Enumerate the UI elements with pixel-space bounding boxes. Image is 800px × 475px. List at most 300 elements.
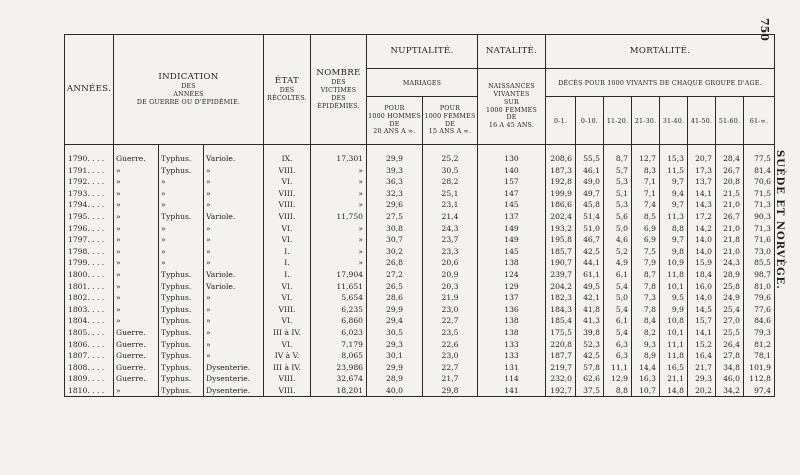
mortality-cell: 46,1 bbox=[576, 165, 604, 177]
header-femmes: POUR 1000 FEMMES DE 15 ANS A ∞. bbox=[423, 97, 478, 145]
mortality-cell: 9,8 bbox=[660, 246, 688, 258]
mortality-cell: 7,1 bbox=[632, 176, 660, 188]
mortality-cell: 10,1 bbox=[660, 327, 688, 339]
marriage-women-cell: 21,9 bbox=[423, 292, 478, 304]
victims-cell: » bbox=[311, 165, 367, 177]
mortality-cell: 6,1 bbox=[604, 315, 632, 327]
war-cell: Guerre. bbox=[114, 339, 159, 351]
mortality-cell: 37,5 bbox=[576, 385, 604, 397]
mortality-cell: 8,7 bbox=[604, 153, 632, 165]
year-cell: 1802. . . . bbox=[65, 292, 114, 304]
marriage-men-cell: 26,8 bbox=[367, 257, 423, 269]
epidemic2-cell: » bbox=[204, 176, 264, 188]
war-cell: Guerre. bbox=[114, 153, 159, 165]
mortality-cell: 9,5 bbox=[660, 292, 688, 304]
mortality-cell: 202,4 bbox=[546, 211, 576, 223]
mortality-cell: 8,4 bbox=[632, 315, 660, 327]
war-cell: » bbox=[114, 188, 159, 200]
mortality-cell: 28,4 bbox=[716, 153, 744, 165]
epidemic-cell: Typhus. bbox=[159, 269, 204, 281]
year-cell: 1794. . . . bbox=[65, 199, 114, 211]
table-row bbox=[65, 269, 775, 281]
mortality-cell: 81,2 bbox=[744, 339, 775, 351]
war-cell: Guerre. bbox=[114, 373, 159, 385]
mortality-cell: 41,8 bbox=[576, 304, 604, 316]
age-group-header: 41-50. bbox=[688, 97, 716, 145]
mortality-cell: 14,4 bbox=[632, 362, 660, 374]
natality-cell: 131 bbox=[478, 362, 546, 374]
war-cell: » bbox=[114, 199, 159, 211]
epidemic-cell: Typhus. bbox=[159, 385, 204, 397]
marriage-men-cell: 28,6 bbox=[367, 292, 423, 304]
mortality-cell: 71,3 bbox=[744, 199, 775, 211]
marriage-men-cell: 40,0 bbox=[367, 385, 423, 397]
harvest-cell: VI. bbox=[264, 281, 311, 293]
mortality-cell: 186,6 bbox=[546, 199, 576, 211]
mortality-cell: 49,5 bbox=[576, 281, 604, 293]
mortality-cell: 98,7 bbox=[744, 269, 775, 281]
war-cell: » bbox=[114, 269, 159, 281]
marriage-women-cell: 23,7 bbox=[423, 234, 478, 246]
mortality-cell: 15,9 bbox=[688, 257, 716, 269]
natality-cell: 114 bbox=[478, 373, 546, 385]
mortality-cell: 61,1 bbox=[576, 269, 604, 281]
mortality-cell: 10,7 bbox=[632, 385, 660, 397]
mortality-cell: 34,8 bbox=[716, 362, 744, 374]
marriage-men-cell: 36,3 bbox=[367, 176, 423, 188]
epidemic2-cell: Dysenterie. bbox=[204, 373, 264, 385]
mortality-cell: 8,8 bbox=[604, 385, 632, 397]
marriage-women-cell: 20,6 bbox=[423, 257, 478, 269]
victims-cell: » bbox=[311, 223, 367, 235]
natality-cell: 137 bbox=[478, 292, 546, 304]
natality-cell: 147 bbox=[478, 188, 546, 200]
marriage-women-cell: 30,5 bbox=[423, 165, 478, 177]
marriage-women-cell: 20,9 bbox=[423, 269, 478, 281]
epidemic2-cell: » bbox=[204, 165, 264, 177]
victims-cell: 17,904 bbox=[311, 269, 367, 281]
epidemic-cell: Typhus. bbox=[159, 339, 204, 351]
natality-cell: 130 bbox=[478, 153, 546, 165]
natality-cell: 138 bbox=[478, 327, 546, 339]
mortality-cell: 10,1 bbox=[660, 281, 688, 293]
mortality-cell: 14,5 bbox=[688, 304, 716, 316]
victims-cell: 32,674 bbox=[311, 373, 367, 385]
mortality-cell: 195,8 bbox=[546, 234, 576, 246]
natality-cell: 124 bbox=[478, 269, 546, 281]
natality-cell: 133 bbox=[478, 339, 546, 351]
harvest-cell: IX. bbox=[264, 153, 311, 165]
mortality-cell: 24,9 bbox=[716, 292, 744, 304]
harvest-cell: VIII. bbox=[264, 385, 311, 397]
mortality-cell: 9,9 bbox=[660, 304, 688, 316]
mortality-cell: 21,0 bbox=[716, 223, 744, 235]
age-group-header: 21-30. bbox=[632, 97, 660, 145]
mortality-cell: 20,7 bbox=[688, 153, 716, 165]
marriage-women-cell: 20,3 bbox=[423, 281, 478, 293]
mortality-cell: 21,0 bbox=[716, 246, 744, 258]
victims-cell: » bbox=[311, 176, 367, 188]
year-cell: 1800. . . . bbox=[65, 269, 114, 281]
mortality-cell: 190,7 bbox=[546, 257, 576, 269]
victims-cell: » bbox=[311, 199, 367, 211]
natality-cell: 129 bbox=[478, 281, 546, 293]
header-indication: INDICATION DES ANNÉES DE GUERRE OU D'ÉPIDÉMIE. bbox=[114, 35, 264, 145]
victims-cell: 6,860 bbox=[311, 315, 367, 327]
mortality-cell: 185,4 bbox=[546, 315, 576, 327]
mortality-cell: 14,0 bbox=[688, 292, 716, 304]
harvest-cell: I. bbox=[264, 246, 311, 258]
mortality-cell: 5,2 bbox=[604, 246, 632, 258]
table-row bbox=[65, 373, 775, 385]
year-cell: 1804. . . . bbox=[65, 315, 114, 327]
epidemic2-cell: Dysenterie. bbox=[204, 385, 264, 397]
table-row bbox=[65, 385, 775, 397]
side-title: SUÈDE ET NORVÈGE. bbox=[774, 150, 785, 290]
header-deces: DÉCÈS POUR 1000 VIVANTS DE CHAQUE GROUPE D'AGE. bbox=[546, 69, 775, 97]
harvest-cell: IV à V. bbox=[264, 350, 311, 362]
marriage-men-cell: 30,2 bbox=[367, 246, 423, 258]
marriage-women-cell: 23,1 bbox=[423, 199, 478, 211]
mortality-cell: 44,1 bbox=[576, 257, 604, 269]
marriage-men-cell: 29,4 bbox=[367, 315, 423, 327]
natality-cell: 137 bbox=[478, 211, 546, 223]
mortality-cell: 6,9 bbox=[632, 223, 660, 235]
harvest-cell: VI. bbox=[264, 292, 311, 304]
mortality-cell: 5,3 bbox=[604, 199, 632, 211]
marriage-men-cell: 29,9 bbox=[367, 153, 423, 165]
marriage-women-cell: 24,3 bbox=[423, 223, 478, 235]
mortality-cell: 28,9 bbox=[716, 269, 744, 281]
mortality-cell: 6,3 bbox=[604, 350, 632, 362]
age-group-header: 61-∞. bbox=[744, 97, 775, 145]
war-cell: » bbox=[114, 246, 159, 258]
mortality-cell: 77,6 bbox=[744, 304, 775, 316]
epidemic-cell: » bbox=[159, 246, 204, 258]
mortality-cell: 193,2 bbox=[546, 223, 576, 235]
mortality-cell: 17,2 bbox=[688, 211, 716, 223]
mortality-cell: 26,4 bbox=[716, 339, 744, 351]
epidemic-cell: » bbox=[159, 199, 204, 211]
harvest-cell: VI. bbox=[264, 234, 311, 246]
table-row bbox=[65, 339, 775, 351]
mortality-cell: 7,9 bbox=[632, 257, 660, 269]
table-row bbox=[65, 350, 775, 362]
harvest-cell: VI. bbox=[264, 339, 311, 351]
mortality-cell: 11,8 bbox=[660, 269, 688, 281]
epidemic-cell: » bbox=[159, 223, 204, 235]
epidemic-cell: Typhus. bbox=[159, 292, 204, 304]
marriage-men-cell: 26,5 bbox=[367, 281, 423, 293]
year-cell: 1796. . . . bbox=[65, 223, 114, 235]
war-cell: Guerre. bbox=[114, 350, 159, 362]
header-natalite: NATALITÉ. bbox=[478, 35, 546, 69]
mortality-cell: 6,3 bbox=[604, 339, 632, 351]
victims-cell: 23,986 bbox=[311, 362, 367, 374]
harvest-cell: VI. bbox=[264, 176, 311, 188]
harvest-cell: VIII. bbox=[264, 188, 311, 200]
epidemic2-cell: Variole. bbox=[204, 281, 264, 293]
marriage-women-cell: 23,3 bbox=[423, 246, 478, 258]
mortality-cell: 9,4 bbox=[660, 188, 688, 200]
epidemic-cell: Typhus. bbox=[159, 327, 204, 339]
mortality-cell: 14,1 bbox=[688, 188, 716, 200]
year-cell: 1797. . . . bbox=[65, 234, 114, 246]
natality-cell: 149 bbox=[478, 223, 546, 235]
mortality-cell: 220,8 bbox=[546, 339, 576, 351]
natality-cell: 136 bbox=[478, 304, 546, 316]
mortality-cell: 7,8 bbox=[632, 281, 660, 293]
mortality-cell: 8,3 bbox=[632, 165, 660, 177]
mortality-cell: 73,0 bbox=[744, 246, 775, 258]
age-group-header: 31-40. bbox=[660, 97, 688, 145]
year-cell: 1799. . . . bbox=[65, 257, 114, 269]
mortality-cell: 15,2 bbox=[688, 339, 716, 351]
mortality-cell: 6,9 bbox=[632, 234, 660, 246]
war-cell: Guerre. bbox=[114, 362, 159, 374]
harvest-cell: I. bbox=[264, 257, 311, 269]
mortality-cell: 21,1 bbox=[660, 373, 688, 385]
mortality-cell: 9,7 bbox=[660, 234, 688, 246]
table-row bbox=[65, 234, 775, 246]
natality-cell: 138 bbox=[478, 315, 546, 327]
marriage-women-cell: 28,2 bbox=[423, 176, 478, 188]
epidemic2-cell: » bbox=[204, 257, 264, 269]
mortality-cell: 15,3 bbox=[660, 153, 688, 165]
mortality-cell: 52,3 bbox=[576, 339, 604, 351]
natality-cell: 138 bbox=[478, 257, 546, 269]
mortality-cell: 7,5 bbox=[632, 246, 660, 258]
mortality-cell: 5,3 bbox=[604, 176, 632, 188]
victims-cell: 5,654 bbox=[311, 292, 367, 304]
epidemic2-cell: » bbox=[204, 292, 264, 304]
natality-cell: 133 bbox=[478, 350, 546, 362]
marriage-men-cell: 28,9 bbox=[367, 373, 423, 385]
mortality-cell: 9,7 bbox=[660, 176, 688, 188]
natality-cell: 149 bbox=[478, 234, 546, 246]
header-naissances: NAISSANCES VIVANTES SUR 1000 FEMMES DE 16 A 45 ANS. bbox=[478, 69, 546, 145]
mortality-cell: 13,7 bbox=[688, 176, 716, 188]
marriage-men-cell: 30,5 bbox=[367, 327, 423, 339]
mortality-cell: 182,3 bbox=[546, 292, 576, 304]
marriage-women-cell: 22,7 bbox=[423, 315, 478, 327]
mortality-cell: 42,5 bbox=[576, 350, 604, 362]
marriage-men-cell: 30,8 bbox=[367, 223, 423, 235]
marriage-women-cell: 21,4 bbox=[423, 211, 478, 223]
mortality-cell: 26,7 bbox=[716, 211, 744, 223]
table-row bbox=[65, 199, 775, 211]
mortality-cell: 79,6 bbox=[744, 292, 775, 304]
war-cell: » bbox=[114, 281, 159, 293]
marriage-women-cell: 22,6 bbox=[423, 339, 478, 351]
mortality-cell: 78,1 bbox=[744, 350, 775, 362]
mortality-cell: 16,3 bbox=[632, 373, 660, 385]
mortality-cell: 184,3 bbox=[546, 304, 576, 316]
table-row bbox=[65, 246, 775, 258]
mortality-cell: 21,0 bbox=[716, 199, 744, 211]
mortality-cell: 21,7 bbox=[688, 362, 716, 374]
mortality-cell: 185,7 bbox=[546, 246, 576, 258]
victims-cell: » bbox=[311, 188, 367, 200]
year-cell: 1791. . . . bbox=[65, 165, 114, 177]
mortality-cell: 5,1 bbox=[604, 188, 632, 200]
mortality-cell: 5,4 bbox=[604, 304, 632, 316]
epidemic-cell: Typhus. bbox=[159, 304, 204, 316]
victims-cell: 17,301 bbox=[311, 153, 367, 165]
mortality-cell: 27,8 bbox=[716, 350, 744, 362]
marriage-men-cell: 27,5 bbox=[367, 211, 423, 223]
mortality-cell: 112,8 bbox=[744, 373, 775, 385]
mortality-cell: 55,5 bbox=[576, 153, 604, 165]
epidemic2-cell: » bbox=[204, 350, 264, 362]
mortality-cell: 41,3 bbox=[576, 315, 604, 327]
mortality-cell: 34,2 bbox=[716, 385, 744, 397]
table-body bbox=[65, 145, 775, 397]
victims-cell: » bbox=[311, 257, 367, 269]
mortality-cell: 11,3 bbox=[660, 211, 688, 223]
war-cell: » bbox=[114, 292, 159, 304]
marriage-women-cell: 23,0 bbox=[423, 304, 478, 316]
header-hommes: POUR 1000 HOMMES DE 20 ANS A ∞. bbox=[367, 97, 423, 145]
header-nuptialite: NUPTIALITÉ. bbox=[367, 35, 478, 69]
mortality-cell: 51,4 bbox=[576, 211, 604, 223]
year-cell: 1803. . . . bbox=[65, 304, 114, 316]
epidemic-cell: Typhus. bbox=[159, 315, 204, 327]
mortality-cell: 8,7 bbox=[632, 269, 660, 281]
header-years: ANNÉES. bbox=[65, 35, 114, 145]
mortality-cell: 62,6 bbox=[576, 373, 604, 385]
harvest-cell: III à IV. bbox=[264, 327, 311, 339]
mortality-cell: 11,5 bbox=[660, 165, 688, 177]
marriage-women-cell: 23,0 bbox=[423, 350, 478, 362]
natality-cell: 140 bbox=[478, 165, 546, 177]
mortality-cell: 79,3 bbox=[744, 327, 775, 339]
table-row bbox=[65, 257, 775, 269]
spacer-row bbox=[65, 145, 775, 154]
mortality-cell: 45,8 bbox=[576, 199, 604, 211]
table-row bbox=[65, 176, 775, 188]
epidemic-cell: » bbox=[159, 176, 204, 188]
mortality-cell: 71,6 bbox=[744, 234, 775, 246]
age-group-header: 11-20. bbox=[604, 97, 632, 145]
epidemic2-cell: » bbox=[204, 199, 264, 211]
mortality-cell: 21,5 bbox=[716, 188, 744, 200]
header-mariages: MARIAGES bbox=[367, 69, 478, 97]
war-cell: » bbox=[114, 257, 159, 269]
mortality-cell: 84,6 bbox=[744, 315, 775, 327]
age-group-header: 0-10. bbox=[576, 97, 604, 145]
mortality-cell: 16,0 bbox=[688, 281, 716, 293]
year-cell: 1809. . . . bbox=[65, 373, 114, 385]
epidemic2-cell: » bbox=[204, 327, 264, 339]
victims-cell: » bbox=[311, 246, 367, 258]
victims-cell: 6,023 bbox=[311, 327, 367, 339]
year-cell: 1801. . . . bbox=[65, 281, 114, 293]
mortality-cell: 46,0 bbox=[716, 373, 744, 385]
war-cell: » bbox=[114, 165, 159, 177]
victims-cell: 8,065 bbox=[311, 350, 367, 362]
mortality-cell: 5,0 bbox=[604, 223, 632, 235]
marriage-men-cell: 32,3 bbox=[367, 188, 423, 200]
war-cell: » bbox=[114, 223, 159, 235]
mortality-cell: 71,3 bbox=[744, 223, 775, 235]
natality-cell: 145 bbox=[478, 246, 546, 258]
epidemic-cell: Typhus. bbox=[159, 350, 204, 362]
year-cell: 1805. . . . bbox=[65, 327, 114, 339]
age-group-header: 0-1. bbox=[546, 97, 576, 145]
mortality-cell: 24,3 bbox=[716, 257, 744, 269]
mortality-cell: 85,5 bbox=[744, 257, 775, 269]
epidemic2-cell: » bbox=[204, 234, 264, 246]
mortality-cell: 17,3 bbox=[688, 165, 716, 177]
epidemic2-cell: » bbox=[204, 315, 264, 327]
mortality-cell: 18,4 bbox=[688, 269, 716, 281]
harvest-cell: VI. bbox=[264, 315, 311, 327]
epidemic-cell: Typhus. bbox=[159, 362, 204, 374]
mortality-cell: 77,5 bbox=[744, 153, 775, 165]
epidemic2-cell: Variole. bbox=[204, 153, 264, 165]
mortality-cell: 57,8 bbox=[576, 362, 604, 374]
war-cell: » bbox=[114, 211, 159, 223]
mortality-cell: 70,6 bbox=[744, 176, 775, 188]
epidemic2-cell: » bbox=[204, 188, 264, 200]
war-cell: » bbox=[114, 315, 159, 327]
mortality-cell: 192,8 bbox=[546, 176, 576, 188]
mortality-cell: 25,4 bbox=[716, 304, 744, 316]
year-cell: 1810. . . . bbox=[65, 385, 114, 397]
mortality-cell: 71,5 bbox=[744, 188, 775, 200]
marriage-men-cell: 30,1 bbox=[367, 350, 423, 362]
page-number: 750 bbox=[758, 18, 771, 41]
harvest-cell: VIII. bbox=[264, 211, 311, 223]
year-cell: 1806. . . . bbox=[65, 339, 114, 351]
war-cell: Guerre. bbox=[114, 327, 159, 339]
natality-cell: 145 bbox=[478, 199, 546, 211]
marriage-women-cell: 23,5 bbox=[423, 327, 478, 339]
marriage-women-cell: 21,7 bbox=[423, 373, 478, 385]
war-cell: » bbox=[114, 234, 159, 246]
mortality-cell: 8,2 bbox=[632, 327, 660, 339]
mortality-cell: 7,1 bbox=[632, 188, 660, 200]
mortality-cell: 239,7 bbox=[546, 269, 576, 281]
mortality-cell: 4,9 bbox=[604, 257, 632, 269]
epidemic-cell: » bbox=[159, 188, 204, 200]
mortality-cell: 192,7 bbox=[546, 385, 576, 397]
mortality-cell: 5,6 bbox=[604, 211, 632, 223]
epidemic2-cell: » bbox=[204, 339, 264, 351]
mortality-cell: 12,9 bbox=[604, 373, 632, 385]
epidemic2-cell: » bbox=[204, 304, 264, 316]
harvest-cell: VIII. bbox=[264, 165, 311, 177]
table-row bbox=[65, 315, 775, 327]
mortality-cell: 16,4 bbox=[688, 350, 716, 362]
mortality-cell: 11,8 bbox=[660, 350, 688, 362]
victims-cell: 11,750 bbox=[311, 211, 367, 223]
victims-cell: 6,235 bbox=[311, 304, 367, 316]
mortality-cell: 11,1 bbox=[604, 362, 632, 374]
natality-cell: 157 bbox=[478, 176, 546, 188]
mortality-cell: 20,2 bbox=[688, 385, 716, 397]
mortality-cell: 14,1 bbox=[688, 327, 716, 339]
mortality-cell: 27,0 bbox=[716, 315, 744, 327]
marriage-women-cell: 29,8 bbox=[423, 385, 478, 397]
year-cell: 1798. . . . bbox=[65, 246, 114, 258]
victims-cell: » bbox=[311, 234, 367, 246]
epidemic-cell: Typhus. bbox=[159, 153, 204, 165]
mortality-cell: 25,5 bbox=[716, 327, 744, 339]
mortality-cell: 8,5 bbox=[632, 211, 660, 223]
mortality-cell: 42,5 bbox=[576, 246, 604, 258]
